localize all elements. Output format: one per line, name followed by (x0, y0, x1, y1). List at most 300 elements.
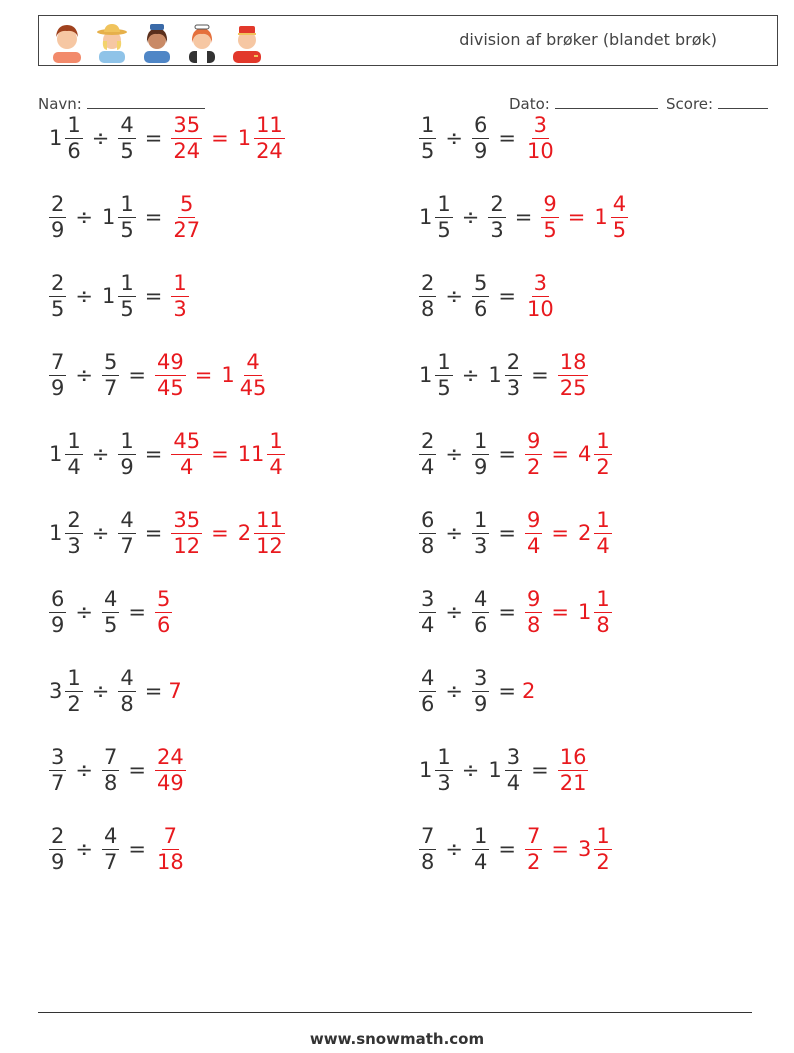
answer-improper (538, 192, 561, 243)
answer-equals-sign: = (194, 363, 213, 387)
equals-sign: = (531, 758, 549, 782)
dividend-fraction (65, 429, 82, 480)
dividend-fraction (49, 824, 66, 875)
divisor-numerator: 2 (490, 191, 504, 216)
divisor-denominator: 7 (120, 533, 134, 558)
divisor-numerator: 6 (473, 112, 488, 137)
dividend-fraction (65, 113, 82, 164)
dividend-numerator: 3 (421, 586, 435, 611)
divisor-whole: 1 (488, 363, 502, 387)
equals-sign: = (498, 837, 516, 861)
answer-improper-fraction (171, 429, 202, 480)
answer-mixed (575, 508, 615, 559)
divisor (469, 587, 492, 638)
answer (522, 429, 615, 480)
dividend-denominator: 3 (437, 770, 451, 795)
divisor-fraction (472, 666, 489, 717)
problem-row (46, 735, 189, 805)
answer-mixed-fraction (254, 113, 285, 164)
dividend (416, 745, 456, 796)
dividend (416, 350, 456, 401)
divisor-numerator: 2 (506, 349, 521, 374)
answer-mixed-fraction (594, 824, 611, 875)
divide-sign: ÷ (445, 837, 463, 861)
divisor (115, 666, 138, 717)
divisor-fraction (472, 113, 489, 164)
answer-improper (555, 350, 592, 401)
answer-improper-numerator: 9 (526, 428, 541, 453)
answer-mixed-whole: 11 (237, 442, 265, 466)
dividend-fraction (49, 350, 66, 401)
divisor-denominator: 3 (473, 533, 488, 558)
problem-row (416, 656, 535, 726)
dividend (416, 666, 439, 717)
divisor-numerator: 4 (120, 112, 134, 137)
divisor-numerator: 1 (473, 823, 488, 848)
answer (152, 350, 271, 401)
dividend-denominator: 7 (51, 770, 65, 795)
answer-improper-fraction (525, 508, 542, 559)
dividend-numerator: 2 (421, 428, 435, 453)
dividend-fraction (419, 429, 436, 480)
answer (152, 587, 175, 638)
divide-sign: ÷ (75, 284, 93, 308)
divisor-denominator: 3 (506, 375, 521, 400)
dividend-fraction (435, 192, 452, 243)
equals-sign: = (498, 442, 516, 466)
dividend-numerator: 2 (421, 270, 435, 295)
answer-improper-denominator: 4 (526, 533, 541, 558)
equals-sign: = (498, 521, 516, 545)
divisor-denominator: 7 (103, 375, 118, 400)
answer-improper (522, 587, 545, 638)
divide-sign: ÷ (75, 205, 93, 229)
dividend-fraction (419, 824, 436, 875)
divisor-denominator: 9 (473, 691, 488, 716)
equals-sign: = (498, 284, 516, 308)
answer-mixed-denominator: 24 (256, 138, 283, 163)
divisor-numerator: 1 (473, 507, 488, 532)
dividend-numerator: 6 (51, 586, 65, 611)
answer-improper (152, 824, 189, 875)
dividend-fraction (419, 508, 436, 559)
answer-mixed-numerator: 1 (596, 428, 610, 453)
answer-improper (168, 271, 191, 322)
dividend (46, 666, 86, 717)
answer-mixed-fraction (594, 508, 611, 559)
divisor (99, 824, 122, 875)
answer-improper-denominator: 25 (559, 375, 587, 400)
problem-row (46, 814, 189, 884)
answer-improper (522, 271, 559, 322)
answer-mixed-fraction (594, 429, 611, 480)
answer-mixed (591, 192, 631, 243)
answer-mixed-numerator: 1 (269, 428, 283, 453)
divide-sign: ÷ (445, 600, 463, 624)
answer (522, 587, 615, 638)
dividend-fraction (49, 192, 66, 243)
answer-mixed-numerator: 1 (596, 823, 610, 848)
dividend (416, 508, 439, 559)
answer-improper-fraction (171, 271, 188, 322)
answer-mixed (575, 824, 615, 875)
dividend-fraction (419, 271, 436, 322)
dividend-denominator: 6 (421, 691, 435, 716)
answer-improper (522, 429, 545, 480)
dividend-fraction (65, 666, 82, 717)
equals-sign: = (531, 363, 549, 387)
answer-improper-fraction (558, 350, 589, 401)
dividend-fraction (65, 508, 82, 559)
divisor (485, 192, 508, 243)
answer-improper-numerator: 3 (533, 112, 548, 137)
answer-improper (152, 745, 189, 796)
answer-improper-fraction (155, 350, 186, 401)
dividend (46, 824, 69, 875)
answer-improper (522, 824, 545, 875)
problem-row (416, 340, 591, 410)
answer-improper-fraction (541, 192, 558, 243)
divisor (485, 745, 525, 796)
divisor-fraction (472, 508, 489, 559)
divisor-numerator: 4 (103, 823, 118, 848)
answer-improper-numerator: 9 (526, 507, 541, 532)
answer-improper-numerator: 24 (156, 744, 184, 769)
dividend-numerator: 1 (421, 112, 435, 137)
answer-mixed-numerator: 4 (246, 349, 260, 374)
answer-improper-denominator: 4 (180, 454, 194, 479)
dividend (46, 587, 69, 638)
divisor-numerator: 3 (473, 665, 488, 690)
answer-improper-numerator: 35 (173, 112, 201, 137)
divide-sign: ÷ (461, 363, 480, 387)
answer-equals-sign: = (211, 521, 229, 545)
answer-mixed-whole: 2 (577, 521, 592, 545)
dividend (416, 192, 456, 243)
answer-improper-numerator: 45 (173, 428, 201, 453)
divisor-denominator: 5 (120, 138, 134, 163)
answer-improper-numerator: 18 (559, 349, 587, 374)
answer-mixed-whole: 1 (577, 600, 592, 624)
dividend-numerator: 1 (67, 665, 81, 690)
dividend-numerator: 7 (51, 349, 65, 374)
answer-equals-sign: = (551, 837, 569, 861)
divisor-denominator: 5 (103, 612, 118, 637)
equals-sign: = (498, 126, 516, 150)
answer-improper (168, 508, 205, 559)
divisor-fraction (118, 271, 135, 322)
dividend-whole: 1 (419, 205, 433, 229)
worksheet-title: division af brøker (blandet brøk) (459, 30, 717, 49)
dividend-denominator: 4 (421, 612, 435, 637)
dividend-denominator: 6 (67, 138, 81, 163)
problem-row (416, 498, 615, 568)
dividend (416, 113, 439, 164)
divisor-denominator: 8 (120, 691, 134, 716)
answer-mixed (575, 429, 615, 480)
answer (522, 508, 615, 559)
equals-sign: = (128, 837, 146, 861)
answer-improper-denominator: 18 (156, 849, 184, 874)
answer (555, 745, 592, 796)
divisor-fraction (118, 508, 135, 559)
answer-mixed-whole: 1 (237, 126, 252, 150)
divisor-numerator: 7 (103, 744, 118, 769)
dividend-fraction (49, 271, 66, 322)
divisor-fraction (102, 745, 119, 796)
footer-site: www.snowmath.com (309, 1030, 485, 1048)
answer-whole: 2 (521, 679, 536, 703)
divisor-numerator: 1 (120, 270, 134, 295)
divisor (469, 824, 492, 875)
dividend-whole: 1 (49, 442, 63, 466)
divisor-fraction (118, 113, 135, 164)
divisor-fraction (102, 350, 119, 401)
divisor-fraction (118, 666, 135, 717)
equals-sign: = (128, 600, 146, 624)
problem-row (416, 261, 559, 331)
divisor-denominator: 5 (120, 296, 134, 321)
divisor-fraction (472, 587, 489, 638)
divisor-denominator: 7 (103, 849, 118, 874)
answer (168, 508, 287, 559)
divisor (99, 587, 122, 638)
divisor (469, 508, 492, 559)
equals-sign: = (128, 758, 146, 782)
dividend-fraction (419, 587, 436, 638)
divide-sign: ÷ (75, 600, 93, 624)
dividend-whole: 1 (419, 758, 433, 782)
divisor-fraction (488, 192, 505, 243)
divisor-fraction (102, 587, 119, 638)
answer-improper-numerator: 16 (559, 744, 587, 769)
dividend-numerator: 2 (51, 270, 65, 295)
divide-sign: ÷ (445, 679, 463, 703)
answer (168, 192, 205, 243)
answer-improper-denominator: 5 (543, 217, 557, 242)
answer (522, 113, 559, 164)
answer (152, 745, 189, 796)
answer-improper-numerator: 5 (180, 191, 194, 216)
footer-divider (38, 1012, 752, 1013)
answer-improper-numerator: 49 (156, 349, 184, 374)
dividend-numerator: 3 (51, 744, 65, 769)
divisor-numerator: 5 (103, 349, 118, 374)
dividend-numerator: 2 (51, 823, 65, 848)
divisor (485, 350, 525, 401)
answer-mixed (235, 113, 288, 164)
dividend-whole: 1 (49, 126, 63, 150)
answer-mixed (235, 429, 288, 480)
divisor-denominator: 4 (506, 770, 521, 795)
divisor-numerator: 4 (120, 665, 134, 690)
equals-sign: = (128, 363, 146, 387)
answer-mixed-numerator: 1 (596, 586, 610, 611)
divide-sign: ÷ (445, 442, 463, 466)
answer-mixed-fraction (594, 587, 611, 638)
answer (168, 429, 287, 480)
dividend-denominator: 8 (421, 296, 435, 321)
answer-equals-sign: = (567, 205, 586, 229)
answer-mixed-numerator: 1 (596, 507, 610, 532)
divisor-numerator: 5 (473, 270, 488, 295)
problem-row (46, 656, 182, 726)
answer-improper-fraction (558, 745, 589, 796)
dividend-numerator: 1 (67, 112, 81, 137)
divisor-numerator: 4 (473, 586, 488, 611)
answer-improper-denominator: 6 (156, 612, 171, 637)
answer-equals-sign: = (211, 442, 229, 466)
divide-sign: ÷ (445, 126, 463, 150)
answer-improper (168, 429, 205, 480)
answer-improper-fraction (171, 113, 202, 164)
dividend-denominator: 4 (421, 454, 435, 479)
answer-mixed (235, 508, 288, 559)
answer-improper-denominator: 12 (173, 533, 201, 558)
divisor-denominator: 3 (490, 217, 504, 242)
dividend (46, 350, 69, 401)
dividend-numerator: 1 (437, 744, 451, 769)
dividend (46, 429, 86, 480)
dividend-numerator: 1 (437, 349, 451, 374)
divisor-fraction (118, 192, 135, 243)
answer-improper-denominator: 45 (156, 375, 184, 400)
divide-sign: ÷ (461, 758, 480, 782)
dividend-numerator: 1 (437, 191, 451, 216)
answer-mixed (575, 587, 615, 638)
problem-row (46, 419, 288, 489)
dividend-numerator: 2 (67, 507, 81, 532)
answer-improper (168, 113, 205, 164)
dividend-denominator: 5 (421, 138, 435, 163)
answer-improper (168, 192, 205, 243)
dividend-whole: 1 (49, 521, 63, 545)
answer-improper-fraction (525, 587, 542, 638)
equals-sign: = (144, 442, 163, 466)
equals-sign: = (498, 600, 516, 624)
divisor-numerator: 1 (120, 428, 134, 453)
dividend-denominator: 4 (67, 454, 81, 479)
answer-improper-denominator: 49 (156, 770, 184, 795)
dividend-fraction (435, 350, 452, 401)
dividend (416, 824, 439, 875)
dividend-fraction (419, 113, 436, 164)
divisor (99, 271, 139, 322)
answer-improper-denominator: 21 (559, 770, 587, 795)
equals-sign: = (144, 521, 163, 545)
dividend-denominator: 5 (437, 375, 451, 400)
answer-equals-sign: = (211, 126, 229, 150)
divisor-fraction (102, 824, 119, 875)
answer-mixed-denominator: 12 (256, 533, 283, 558)
divisor (469, 113, 492, 164)
answer-mixed-fraction (254, 508, 285, 559)
equals-sign: = (144, 126, 163, 150)
problem-row (46, 182, 205, 252)
dividend-numerator: 2 (51, 191, 65, 216)
answer-improper-denominator: 2 (526, 849, 541, 874)
divisor-whole: 1 (488, 758, 502, 782)
answer-improper-fraction (155, 824, 186, 875)
dividend (416, 271, 439, 322)
dividend-denominator: 8 (421, 849, 435, 874)
answer (522, 679, 535, 703)
dividend-denominator: 9 (51, 375, 65, 400)
problem-row (46, 261, 192, 331)
dividend (46, 192, 69, 243)
answer-improper-numerator: 3 (533, 270, 548, 295)
divisor-denominator: 9 (473, 138, 488, 163)
dividend-denominator: 5 (437, 217, 451, 242)
answer (152, 824, 189, 875)
name-label: Navn: (38, 95, 82, 113)
divisor-fraction (118, 429, 135, 480)
divisor-fraction (472, 824, 489, 875)
divisor-denominator: 4 (473, 849, 488, 874)
divide-sign: ÷ (75, 363, 93, 387)
problem-row (416, 814, 615, 884)
answer-mixed-numerator: 4 (612, 191, 627, 216)
divide-sign: ÷ (91, 442, 110, 466)
divisor (469, 666, 492, 717)
date-label: Dato: (509, 95, 550, 113)
problem-row (46, 577, 175, 647)
dividend-denominator: 2 (67, 691, 81, 716)
problem-row (46, 498, 288, 568)
answer-mixed-denominator: 8 (596, 612, 610, 637)
answer-improper-denominator: 10 (526, 296, 554, 321)
answer-improper-numerator: 35 (173, 507, 201, 532)
answer-improper-fraction (525, 113, 556, 164)
dividend (416, 429, 439, 480)
divisor-denominator: 9 (120, 454, 134, 479)
equals-sign: = (144, 284, 163, 308)
problem-row (46, 103, 288, 173)
answer-improper (152, 587, 175, 638)
answer (522, 824, 615, 875)
equals-sign: = (144, 205, 163, 229)
divisor-whole: 1 (101, 284, 116, 308)
divisor (469, 429, 492, 480)
score-label: Score: (666, 95, 714, 113)
answer (522, 271, 559, 322)
divide-sign: ÷ (75, 837, 93, 861)
answer-mixed-denominator: 2 (596, 849, 610, 874)
answer-improper-denominator: 8 (526, 612, 541, 637)
answer-improper (522, 113, 559, 164)
divide-sign: ÷ (91, 679, 110, 703)
dividend (416, 587, 439, 638)
answer-improper-numerator: 9 (526, 586, 541, 611)
divisor (99, 745, 122, 796)
answer-improper-numerator: 7 (526, 823, 541, 848)
dividend-whole: 3 (49, 679, 63, 703)
answer-equals-sign: = (551, 442, 569, 466)
answer-improper-fraction (525, 271, 556, 322)
divide-sign: ÷ (461, 205, 480, 229)
dividend-denominator: 8 (421, 533, 435, 558)
problem-row (46, 340, 271, 410)
answer-improper-numerator: 5 (156, 586, 171, 611)
divide-sign: ÷ (75, 758, 93, 782)
divisor-fraction (472, 429, 489, 480)
dividend-denominator: 9 (51, 612, 65, 637)
dividend (46, 508, 86, 559)
divisor-numerator: 1 (120, 191, 134, 216)
answer-improper-fraction (155, 745, 186, 796)
answer-mixed-whole: 4 (577, 442, 592, 466)
answer-mixed-whole: 1 (594, 205, 608, 229)
